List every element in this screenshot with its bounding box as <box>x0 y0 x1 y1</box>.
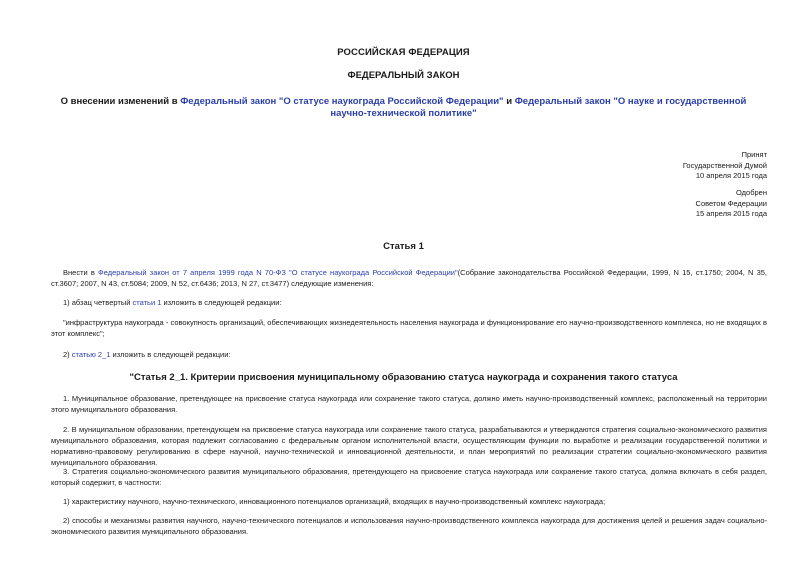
acceptance-date: 10 апреля 2015 года <box>695 171 767 180</box>
title-middle: и <box>503 96 515 107</box>
acceptance-body: Государственной Думой <box>682 160 767 170</box>
paragraph-item-1 <box>51 297 767 308</box>
approval-line: Одобрен <box>736 188 767 197</box>
clause-1: 1. Муниципальное образование, претендующее на присвоение статуса наукограда или сохранение такого статуса, должно иметь научно-производственный комплекс, расположенный на территории этого муниципального образования. <box>51 394 767 414</box>
title-prefix: О внесении изменений в <box>60 96 181 107</box>
paragraph-intro <box>51 267 767 289</box>
section-heading: "Статья 2_1. Критерии присвоения муниципальному образованию статуса наукограда и сохранения такого статуса <box>129 372 678 383</box>
article-heading: Статья 1 <box>383 241 424 252</box>
country-heading: РОССИЙСКАЯ ФЕДЕРАЦИЯ <box>337 47 470 58</box>
title-link-science-law[interactable]: Федеральный закон "О науке и государственной научно-технической политике" <box>330 96 747 119</box>
approval-date: 15 апреля 2015 года <box>695 209 767 218</box>
document-type-heading: ФЕДЕРАЛЬНЫЙ ЗАКОН <box>347 70 460 81</box>
paragraph-quote: "инфраструктура наукограда - совокупность организаций, обеспечивающих жизнедеятельность населения наукограда и функционирование его научно-производственного комплекса, но не входящих в этот комплекс"; <box>51 318 767 338</box>
article-1-link[interactable]: статьи 1 <box>132 298 162 307</box>
article-2-1-link[interactable]: статью 2_1 <box>71 350 111 359</box>
paragraph-text: 2) <box>63 350 72 359</box>
clause-3: 3. Стратегия социально-экономического развития муниципального образования, претендующего на присвоение статуса наукограда или сохранение такого статуса, должна включать в себя раздел, который содержит, в частности: <box>51 467 767 487</box>
paragraph-item-2 <box>51 349 767 360</box>
paragraph-text: изложить в следующей редакции: <box>110 350 231 359</box>
acceptance-block <box>683 150 767 182</box>
approval-block <box>696 188 767 220</box>
law-title <box>60 96 747 120</box>
subclause-1: 1) характеристику научного, научно-технического, инновационного потенциалов организаций, входящих в научно-производственный комплекс наукограда; <box>63 497 606 506</box>
paragraph-text: (Собрание законодательства Российской Федерации, 1999, N 15, ст.1750; 2004, N 35, ст.3607; 2007, N 43, ст.5084; 2009, N 52, ст.6436; 2013, N 27, ст.3477) следующие изменения: <box>51 268 767 288</box>
acceptance-line: Принят <box>741 150 767 159</box>
clause-2: 2. В муниципальном образовании, претендующем на присвоение статуса наукограда или сохранение такого статуса, разрабатываются и утверждаются стратегия социально-экономического развития муниципального образования, которая подлежит согласованию с федеральным органом исполнительной власти, осуществляющим функции по выработке и реализации государственной политики и нормативно-правовому регулированию в сфере научной, научно-технической и инновационной деятельности, и план мероприятий по реализации стратегии социально-экономического развития муниципального образования. <box>51 425 767 467</box>
subclause-2: 2) способы и механизмы развития научного, научно-технического потенциалов и использования научно-производственного комплекса наукограда для достижения целей и решения задач социально-экономического развития муниципального образования. <box>51 516 767 536</box>
paragraph-text: изложить в следующей редакции: <box>161 298 282 307</box>
paragraph-text: 1) абзац четвертый <box>63 298 133 307</box>
law-70fz-link[interactable]: Федеральный закон от 7 апреля 1999 года N 70-ФЗ "О статусе наукограда Российской Федерации" <box>98 268 458 277</box>
title-link-naukograd-law[interactable]: Федеральный закон "О статусе наукограда Российской Федерации" <box>180 96 504 107</box>
approval-body: Советом Федерации <box>695 198 767 208</box>
paragraph-text: Внести в <box>63 268 98 277</box>
